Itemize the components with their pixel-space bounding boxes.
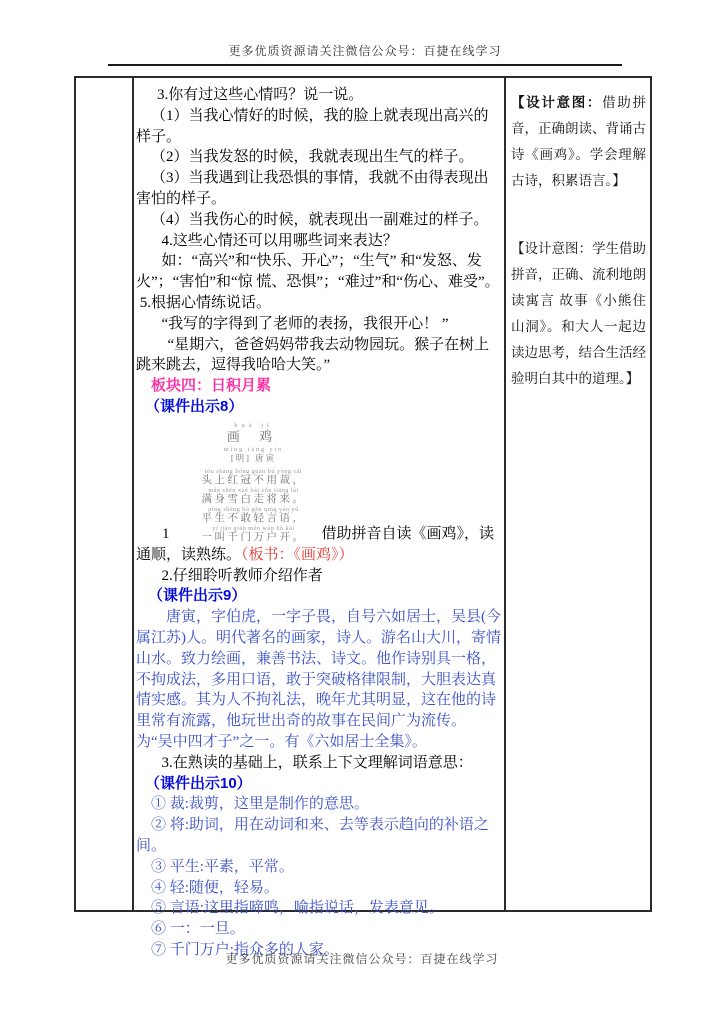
text-run: 4.这些心情还可以用哪些词来表达？ (161, 232, 398, 249)
paragraph (136, 586, 502, 607)
teaching-steps-bottom (136, 545, 502, 961)
paragraph (136, 397, 502, 418)
page-footer (0, 950, 724, 967)
poem-line-pinyin: mǎn shēn xuě bái zǒu jiāng lái (208, 486, 299, 494)
text-run: ② 将:助词，用在动词和来、去等表示趋向的补语之间。 (136, 817, 489, 854)
lesson-plan-table (74, 76, 652, 958)
poem-line-text: 一叫千门万户开。 (201, 532, 306, 544)
text-run: ⑥ 一：一旦。 (151, 921, 245, 938)
text-run: “星期六，爸爸妈妈带我去动物园玩。猴子在树上跳来跳去，逗得我哈哈大笑。” (136, 336, 490, 374)
poem-line (192, 526, 316, 545)
poem-line (192, 488, 316, 507)
paragraph (136, 898, 502, 919)
teaching-steps-top (136, 85, 502, 418)
paragraph (136, 168, 502, 210)
poem-lines (192, 469, 316, 545)
poem-author-pinyin: míng táng yín (223, 446, 284, 453)
design-notes-column (506, 78, 650, 910)
page-header (108, 42, 622, 66)
text-run: （4）当我伤心的时候，就表现出一副难过的样子。 (151, 211, 489, 228)
paragraph (136, 857, 502, 878)
paragraph (136, 774, 502, 795)
design-intent-note (511, 90, 646, 194)
reading-step-text: 借助拼音自读《画鸡》，读 (321, 525, 495, 542)
paragraph (136, 919, 502, 940)
text-run: 如：“高兴”和“快乐、开心”；“生气” 和“发怒、发火”；“害怕”和“惊 慌、恐惧”；“难过”和“伤心、难受”。 (136, 253, 500, 291)
main-content-column (134, 78, 506, 958)
poem-title: 画 鸡 (226, 428, 281, 444)
paragraph (136, 566, 502, 587)
text-run: （课件出示8） (145, 397, 244, 415)
paragraph (136, 293, 502, 314)
design-intent-text: 借助拼音，正确朗读、背诵古诗《画鸡》。学会理解古诗，积累语言。】 (511, 95, 646, 188)
text-run: （1）当我心情好的时候，我的脸上就表现出高兴的样子。 (136, 107, 489, 145)
header-text: 更多优质资源请关注微信公众号：百捷在线学习 (228, 44, 502, 58)
paragraph (136, 251, 502, 293)
paragraph (136, 147, 502, 168)
text-run: “我写的字得到了老师的表扬，我很开心！ ” (161, 315, 449, 332)
paragraph (136, 335, 502, 377)
text-run: 通顺，读熟练。 (136, 546, 242, 563)
text-run: ④ 轻:随便，轻易。 (151, 879, 279, 896)
text-run: 5.根据心情练说话。 (139, 294, 272, 311)
paragraph (136, 85, 502, 106)
text-run: （3）当我遇到让我恐惧的事情，我就不由得表现出害怕的样子。 (136, 170, 489, 207)
text-run: （板书：《画鸡》） (241, 546, 354, 563)
text-run: 3.在熟读的基础上，联系上下文理解词语意思： (161, 754, 473, 771)
text-run: 板块四：日积月累 (151, 377, 272, 395)
reading-step-row (136, 422, 502, 545)
text-run: ③ 平生:平素，平常。 (151, 858, 294, 875)
text-run: ⑤ 言语:这里指啼鸣，喻指说话，发表意见。 (151, 900, 444, 917)
text-run: ⑦ 千门万户:指众多的人家。 (151, 941, 339, 958)
footer-text: 更多优质资源请关注微信公众号：百捷在线学习 (225, 952, 499, 966)
design-intent-note (511, 236, 646, 392)
text-run: （课件出示10） (145, 774, 252, 792)
text-run: （课件出示9） (148, 587, 247, 605)
design-intent-label: 【设计意图： (511, 95, 603, 110)
paragraph (136, 106, 502, 148)
text-run: ① 裁:裁剪，这里是制作的意思。 (151, 796, 369, 813)
poem-line-pinyin: tóu shàng hóng guān bú yòng cái (204, 467, 303, 475)
paragraph (136, 545, 502, 566)
paragraph (136, 231, 502, 252)
design-intent-label: 【设计意图： (511, 241, 592, 256)
text-run: 3.你有过这些心情吗？说一说。 (157, 87, 364, 103)
text-run: （2）当我发怒的时候，我就表现出生气的样子。 (151, 149, 474, 166)
paragraph (136, 210, 502, 231)
poem-author: [明] 唐寅 (230, 452, 277, 463)
poem-line-text: 头上红冠不用裁， (201, 475, 306, 487)
paragraph (136, 815, 502, 857)
paragraph (136, 314, 502, 335)
poem-line-pinyin: yí jiào qiān mén wàn hù kāi (212, 524, 295, 532)
paragraph (136, 753, 502, 774)
paragraph (136, 878, 502, 899)
poem-line (192, 469, 316, 488)
poem-line (192, 507, 316, 526)
poem-title-pinyin: huà jī (234, 421, 273, 429)
paragraph (136, 376, 502, 397)
poem-image (192, 422, 316, 545)
paragraph (136, 607, 502, 753)
poem-line-text: 满身雪白走将来。 (201, 494, 306, 506)
text-run: 唐寅，字伯虎，一字子畏，自号六如居士，吴县(今属江苏)人。明代著名的画家，诗人。游名山大川，寄情山水。致力绘画，兼善书法、诗文。他作诗别具一格，不拘成法，多用口语，敢于突破格律限制，大胆表达真情实感。其为人不拘礼法，晚年尤其明显，这在他的诗里常有流露，他玩世出奇的故事在民间广为流传。为“吴中四才子”之一。有《六如居士全集》。 (136, 609, 501, 750)
empty-column (76, 78, 134, 910)
poem-line-pinyin: píng shēng bù gǎn qīng yán yǔ (208, 505, 299, 513)
step-number: 1 (162, 525, 170, 542)
poem-line-text: 平生不敢轻言语， (201, 513, 306, 525)
design-intent-text: 学生借助拼音，正确、流利地朗读寓言 故事《小熊住山洞》。和大人一起边读边思考，结合生活经验明白其中的道理。】 (511, 241, 646, 386)
text-run: 2.仔细聆听教师介绍作者 (161, 567, 323, 584)
paragraph (136, 794, 502, 815)
